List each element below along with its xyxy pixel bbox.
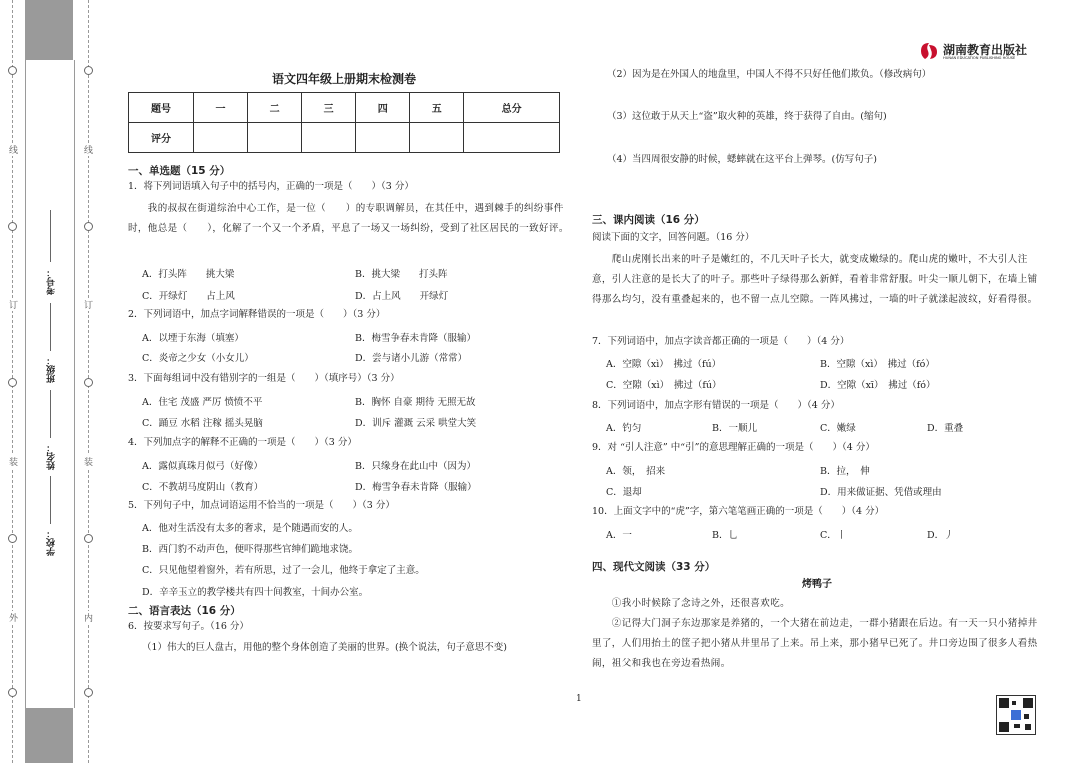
q10-option-c[interactable]: C．丨	[820, 530, 847, 541]
q4-option-d[interactable]: D．梅雪争春未肯降（服输）	[355, 482, 477, 493]
class-label: 班级：	[47, 356, 57, 383]
q4-option-c[interactable]: C．不教胡马度阴山（教育）	[142, 482, 264, 493]
q1-option-a[interactable]: A．打头阵 挑大梁	[142, 269, 235, 280]
cut-line-char: 外	[9, 611, 18, 624]
exam-number-field[interactable]	[50, 210, 51, 262]
publisher-name: 湖南教育出版社	[943, 43, 1028, 57]
cut-line-char: 线	[9, 143, 18, 156]
q2-option-d[interactable]: D．尝与诸小儿游（常常）	[355, 353, 468, 364]
q9-option-a[interactable]: A．领， 招来	[606, 466, 666, 477]
article-paragraph-2: ②记得大门洞子东边那家是养猪的，一个大猪在前边走，一群小猪跟在后边。有一天一只小猪掉井里了，人们用抬土的筐子把小猪从井里吊了上来。吊上来，那小猪早已死了。井口旁边围了很多人看热闹，祖父和我也在旁边看热闹。	[592, 618, 1038, 669]
q2-option-b[interactable]: B．梅雪争春未肯降（服输）	[355, 333, 476, 344]
q7-option-c[interactable]: C．空隙（xì） 拂过（fú）	[606, 380, 722, 391]
q5-option-b[interactable]: B．西门豹不动声色，便吓得那些官绅们跪地求饶。	[142, 544, 358, 555]
section3-passage: 爬山虎刚长出来的叶子是嫩红的，不几天叶子长大，就变成嫩绿的。爬山虎的嫩叶，不大引人注意，引人注意的是长大了的叶子。那些叶子绿得那么新鲜，看着非常舒服。叶尖一顺儿朝下，在墙上铺得那么均匀，没有重叠起来的，也不留一点儿空隙。一阵风拂过，一墙的叶子就漾起波纹，好看得很。	[592, 254, 1038, 305]
binding-hole	[8, 688, 17, 697]
q2-option-a[interactable]: A．以堙于东海（填塞）	[142, 333, 244, 344]
section3-title: 三、课内阅读（16 分）	[592, 214, 705, 226]
score-header-cell: 四	[356, 93, 410, 123]
section1-title: 一、单选题（15 分）	[128, 165, 231, 177]
section3-intro: 阅读下面的文字，回答问题。（16 分）	[592, 232, 755, 243]
section2-title: 二、语言表达（16 分）	[128, 605, 241, 617]
q9-stem: 9．对 “引人注意” 中“引”的意思理解正确的一项是（ ）（4 分）	[592, 442, 875, 453]
exam-title: 语文四年级上册期末检测卷	[271, 72, 416, 86]
score-header-cell: 三	[302, 93, 356, 123]
q1-option-b[interactable]: B．挑大梁 打头阵	[355, 269, 448, 280]
q7-option-a[interactable]: A．空隙（xì） 拂过（fú）	[606, 359, 722, 370]
publisher-sub: HUNAN EDUCATION PUBLISHING HOUSE	[943, 56, 1016, 60]
score-header-cell: 五	[410, 93, 464, 123]
score-cell[interactable]	[194, 123, 248, 153]
page-number: 1	[576, 694, 582, 704]
q5-stem: 5．下列句子中，加点词语运用不恰当的一项是（ ）（3 分）	[128, 500, 395, 511]
q6-item-4: （4）当四周很安静的时候，蟋蟀就在这平台上弹琴。(仿写句子)	[607, 154, 877, 165]
school-label: 学校：	[47, 529, 57, 556]
score-header-cell: 题号	[129, 93, 194, 123]
q3-option-d[interactable]: D．训斥 灌溉 云采 哄堂大笑	[355, 418, 477, 429]
cut-line-char: 装	[84, 455, 93, 468]
q10-option-a[interactable]: A．一	[606, 530, 632, 541]
q2-option-c[interactable]: C．炎帝之少女（小女儿）	[142, 353, 254, 364]
q9-option-c[interactable]: C．退却	[606, 487, 642, 498]
score-cell[interactable]	[356, 123, 410, 153]
q1-option-d[interactable]: D．占上风 开绿灯	[355, 291, 449, 302]
score-table-header-row	[129, 93, 560, 123]
q9-option-d[interactable]: D．用来做证据、凭借或理由	[820, 487, 942, 498]
binding-hole	[84, 66, 93, 75]
q10-option-d[interactable]: D．丿	[927, 530, 954, 541]
q7-stem: 7．下列词语中，加点字读音都正确的一项是（ ）（4 分）	[592, 336, 850, 347]
q7-option-b[interactable]: B．空隙（xì） 拂过（fó）	[820, 359, 935, 370]
binding-grey-bar-bottom	[25, 708, 73, 763]
q3-option-a[interactable]: A．住宅 茂盛 严厉 愤愤不平	[142, 397, 263, 408]
q1-passage: 我的叔叔在街道综治中心工作，是一位（ ）的专职调解员，在其任中，遇到棘手的纠纷事件时，他总是（ ），化解了一个又一个矛盾，平息了一场又一场纠纷，受到了社区居民的一致好评。	[128, 203, 569, 234]
binding-info-strip	[25, 60, 75, 708]
q5-option-d[interactable]: D．辛辛玉立的教学楼共有四十间教室，十间办公室。	[142, 587, 369, 598]
q5-option-a[interactable]: A．他对生活没有太多的奢求，是个随遇而安的人。	[142, 523, 358, 534]
score-cell[interactable]	[464, 123, 560, 153]
score-cell[interactable]	[302, 123, 356, 153]
cut-line-char: 订	[9, 298, 18, 311]
score-header-cell: 总分	[464, 93, 560, 123]
score-cell[interactable]	[248, 123, 302, 153]
binding-hole	[8, 534, 17, 543]
name-label: 姓名：	[47, 443, 57, 470]
q1-option-c[interactable]: C．开绿灯 占上风	[142, 291, 235, 302]
score-header-cell: 二	[248, 93, 302, 123]
score-cell[interactable]	[410, 123, 464, 153]
binding-hole	[84, 378, 93, 387]
q8-option-a[interactable]: A．钓匀	[606, 423, 642, 434]
binding-hole	[8, 66, 17, 75]
q5-option-c[interactable]: C．只见他望着窗外，若有所思，过了一会儿，他终于拿定了主意。	[142, 565, 425, 576]
binding-hole	[8, 222, 17, 231]
qr-code	[996, 695, 1036, 735]
q6-stem: 6．按要求写句子。（16 分）	[128, 621, 249, 632]
q10-option-b[interactable]: B．乚	[712, 530, 738, 541]
cut-line-char: 内	[84, 611, 93, 624]
binding-grey-bar-top	[25, 0, 73, 60]
q8-option-d[interactable]: D．重叠	[927, 423, 964, 434]
score-table-score-row	[129, 123, 560, 153]
publisher-logo	[918, 40, 1048, 66]
cut-line-char: 线	[84, 143, 93, 156]
q9-option-b[interactable]: B．拉， 伸	[820, 466, 870, 477]
q8-option-c[interactable]: C．嫩绿	[820, 423, 856, 434]
score-header-cell: 一	[194, 93, 248, 123]
q6-item-2: （2）因为是在外国人的地盘里，中国人不得不只好任他们欺负。（修改病句）	[607, 69, 932, 80]
q10-stem: 10．上面文字中的“虎”字，第六笔笔画正确的一项是（ ）（4 分）	[592, 506, 885, 517]
q3-option-c[interactable]: C．踊豆 水稻 注稼 摇头晃脑	[142, 418, 263, 429]
q7-option-d[interactable]: D．空隙（xī） 拂过（fó）	[820, 380, 936, 391]
section4-title: 四、现代文阅读（33 分）	[592, 561, 716, 573]
q8-stem: 8．下列词语中，加点字形有错误的一项是（ ）（4 分）	[592, 400, 840, 411]
name-field[interactable]	[50, 390, 51, 438]
q6-item-3: （3）这位敢于从天上“盗”取火种的英雄，终于获得了自由。(缩句)	[607, 111, 887, 122]
q4-option-a[interactable]: A．露似真珠月似弓（好像）	[142, 461, 263, 472]
school-field[interactable]	[50, 476, 51, 524]
q4-option-b[interactable]: B．只缘身在此山中（因为）	[355, 461, 476, 472]
cut-line-char: 订	[84, 298, 93, 311]
exam-number-label: 考号：	[47, 268, 57, 295]
q3-option-b[interactable]: B．胸怀 自豪 期待 无照无故	[355, 397, 476, 408]
score-row-label: 评分	[129, 123, 194, 153]
binding-hole	[84, 222, 93, 231]
score-table	[128, 92, 560, 153]
binding-hole	[84, 688, 93, 697]
q1-stem: 1．将下列词语填入句子中的括号内，正确的一项是（ ）（3 分）	[128, 181, 414, 192]
q8-option-b[interactable]: B．一顺儿	[712, 423, 757, 434]
class-field[interactable]	[50, 303, 51, 351]
binding-hole	[84, 534, 93, 543]
cut-line-char: 装	[9, 455, 18, 468]
q6-item-1: （1）伟大的巨人盘古，用他的整个身体创造了美丽的世界。(换个说法，句子意思不变)	[142, 642, 507, 653]
q4-stem: 4．下列加点字的解释不正确的一项是（ ）（3 分）	[128, 437, 357, 448]
article-title: 烤鸭子	[802, 579, 832, 590]
q3-stem: 3．下面每组词中没有错别字的一组是（ ）（填序号）（3 分）	[128, 373, 400, 384]
publisher-logo-icon	[918, 40, 940, 62]
q2-stem: 2．下列词语中，加点字词解释错误的一项是（ ）（3 分）	[128, 309, 386, 320]
article-paragraph-1: ①我小时候除了念诗之外，还很喜欢吃。	[592, 598, 791, 609]
binding-hole	[8, 378, 17, 387]
